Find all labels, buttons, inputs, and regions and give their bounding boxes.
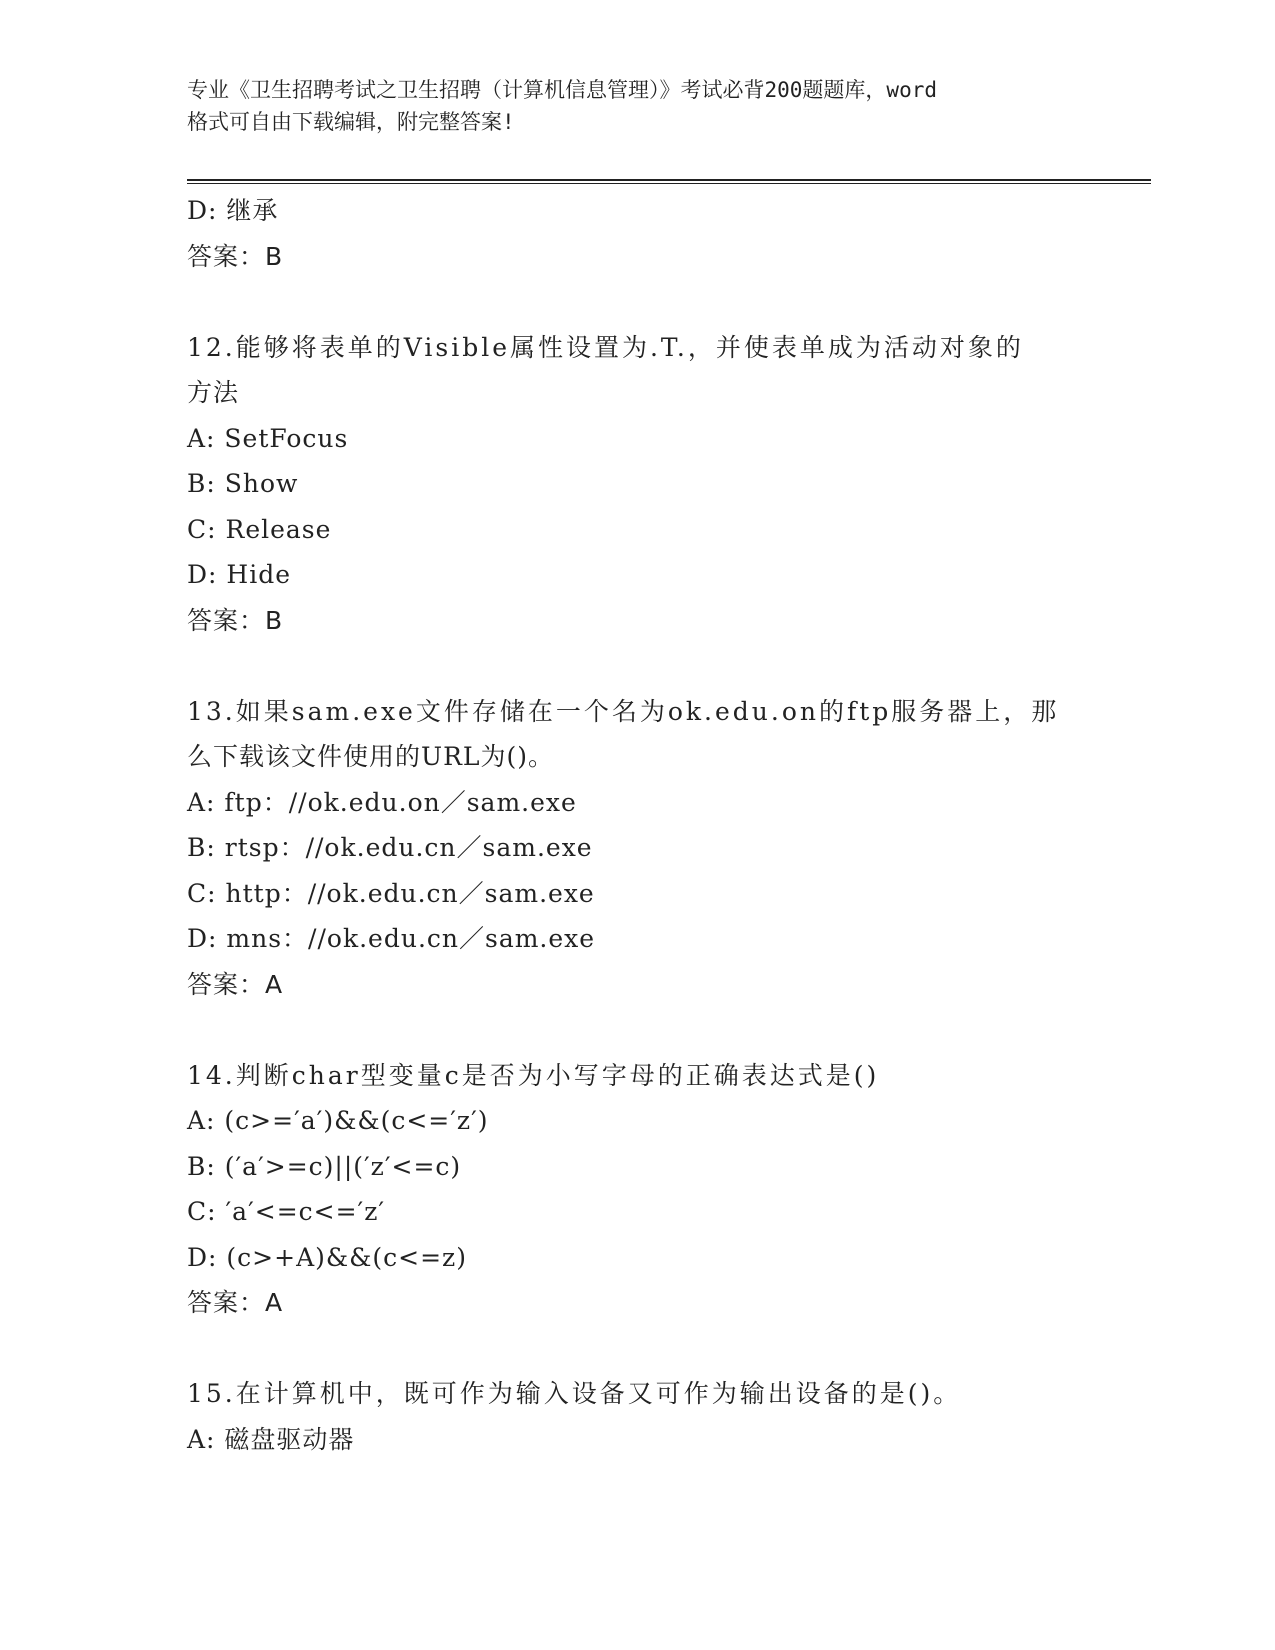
header-rule-thin (187, 183, 1151, 184)
option-c: C: ′a′<=c<=′z′ (187, 1197, 386, 1226)
option-b: B: (′a′>=c)||(′z′<=c) (187, 1151, 462, 1181)
answer: 答案：B (187, 605, 284, 635)
question-13 (187, 689, 1087, 1008)
question-text-continued: 方法 (187, 378, 240, 407)
spacer (187, 1007, 1087, 1053)
answer: 答案：A (187, 969, 284, 999)
option-a: A: (c>=′a′)&&(c<=′z′) (187, 1106, 489, 1135)
option-a: A: 磁盘驱动器 (187, 1424, 355, 1454)
option-b: B: Show (187, 469, 299, 498)
spacer (187, 279, 1087, 325)
answer: 答案：A (187, 1288, 284, 1317)
option-a: A: SetFocus (187, 423, 349, 453)
spacer (187, 643, 1087, 689)
question-text-continued: 么下载该文件使用的URL为()。 (187, 742, 555, 771)
question-text: 15.在计算机中，既可作为输入设备又可作为输出设备的是()。 (187, 1379, 962, 1408)
option-a: A: ftp：//ok.edu.on／sam.exe (187, 787, 577, 817)
question-text: 14.判断char型变量c是否为小写字母的正确表达式是() (187, 1060, 880, 1090)
question-text: 13.如果sam.exe文件存储在一个名为ok.edu.on的ftp服务器上，那 (187, 696, 1060, 726)
question-15 (187, 1371, 1087, 1462)
carryover-answer: 答案：B (187, 241, 284, 271)
question-14 (187, 1053, 1087, 1326)
spacer (187, 1326, 1087, 1372)
carryover-option-d: D: 继承 (187, 196, 279, 225)
header-title-line-1: 专业《卫生招聘考试之卫生招聘（计算机信息管理）》考试必背200题题库，word (187, 78, 937, 102)
option-d: D: (c>+A)&&(c<=z) (187, 1242, 467, 1272)
page-header (187, 74, 1087, 138)
option-d: D: Hide (187, 560, 292, 589)
option-d: D: mns：//ok.edu.cn／sam.exe (187, 924, 596, 953)
header-rule-thick (187, 179, 1151, 181)
option-b: B: rtsp：//ok.edu.cn／sam.exe (187, 833, 593, 862)
option-c: C: http：//ok.edu.cn／sam.exe (187, 878, 595, 908)
question-text: 12.能够将表单的Visible属性设置为.T.，并使表单成为活动对象的 (187, 332, 1024, 362)
option-c: C: Release (187, 514, 332, 544)
question-12 (187, 325, 1087, 644)
header-title-line-2: 格式可自由下载编辑，附完整答案! (187, 110, 515, 134)
question-content (187, 188, 1087, 1462)
